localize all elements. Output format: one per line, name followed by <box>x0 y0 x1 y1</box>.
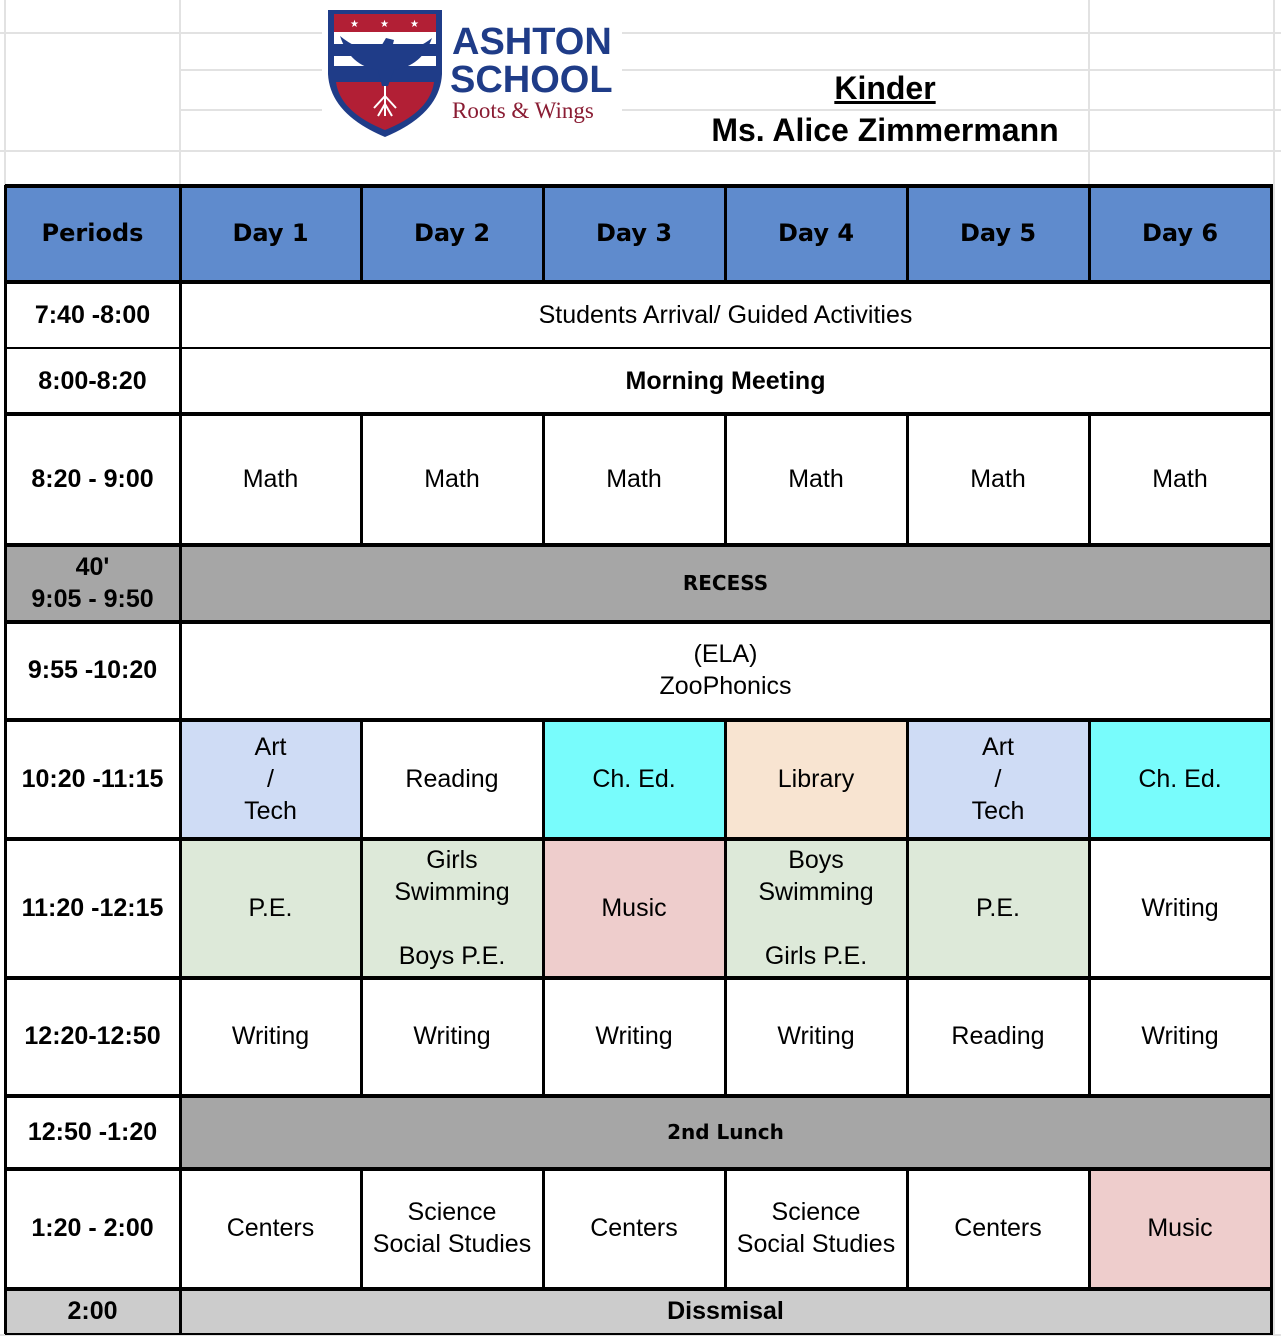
table-border <box>542 413 545 544</box>
schedule-cell-day-3-text: Ch. Ed. <box>592 764 676 793</box>
period-cell-text: 10:20 -11:15 <box>21 764 164 793</box>
logo-tagline: Roots & Wings <box>452 98 594 123</box>
table-border <box>1088 413 1091 544</box>
table-border <box>5 976 1273 980</box>
column-header-periods-text: Periods <box>41 219 144 247</box>
schedule-cell-day-6 <box>1089 1168 1271 1288</box>
period-cell <box>5 719 180 838</box>
table-border <box>1088 977 1091 1095</box>
table-border <box>724 413 727 544</box>
period-cell-text: 11:20 -12:15 <box>21 893 164 922</box>
span-cell-text: (ELA) ZooPhonics <box>659 640 792 700</box>
schedule-cell-day-5-text: Math <box>970 464 1026 493</box>
schedule-cell-day-6-text: Ch. Ed. <box>1138 764 1222 793</box>
table-border <box>360 1168 363 1288</box>
schedule-cell-day-4-text: Writing <box>777 1022 855 1050</box>
schedule-cell-day-6 <box>1089 719 1271 838</box>
schedule-cell-day-5 <box>907 719 1089 838</box>
schedule-cell-day-5 <box>907 838 1089 977</box>
schedule-cell-day-5 <box>907 413 1089 544</box>
schedule-cell-day-1 <box>180 838 361 977</box>
schedule-cell-day-3-text: Writing <box>595 1022 673 1050</box>
schedule-cell-day-2 <box>361 719 543 838</box>
period-cell <box>5 621 180 719</box>
school-logo <box>322 4 622 142</box>
schedule-cell-day-2-text: Girls Swimming Boys P.E. <box>394 845 510 970</box>
column-header-day-5 <box>907 185 1089 281</box>
schedule-cell-day-6 <box>1089 413 1271 544</box>
schedule-cell-day-2 <box>361 977 543 1095</box>
span-cell <box>180 544 1271 621</box>
table-border <box>542 1168 545 1288</box>
table-border <box>906 719 909 838</box>
svg-text:★: ★ <box>410 19 419 30</box>
period-cell-text: 8:00-8:20 <box>38 366 147 395</box>
column-header-day-2-text: Day 2 <box>413 219 491 247</box>
schedule-cell-day-1-text: Centers <box>226 1214 315 1242</box>
period-cell <box>5 281 180 348</box>
period-cell <box>5 838 180 977</box>
table-border <box>906 1168 909 1288</box>
schedule-cell-day-3-text: Math <box>606 464 662 493</box>
table-border <box>906 413 909 544</box>
column-header-periods <box>5 185 180 281</box>
column-header-day-6-text: Day 6 <box>1141 219 1219 247</box>
schedule-cell-day-4-text: Library <box>777 764 855 793</box>
table-border <box>1270 185 1273 1334</box>
table-border <box>724 1168 727 1288</box>
table-border <box>724 719 727 838</box>
column-header-day-6 <box>1089 185 1271 281</box>
period-cell <box>5 413 180 544</box>
table-border <box>1088 185 1091 281</box>
schedule-cell-day-1-text: P.E. <box>248 893 293 922</box>
period-cell-text: 12:20-12:50 <box>24 1022 161 1050</box>
period-cell-text: 7:40 -8:00 <box>34 300 151 329</box>
table-border <box>5 837 1273 841</box>
span-cell-text: Morning Meeting <box>625 366 826 395</box>
schedule-cell-day-6-text: Writing <box>1141 893 1219 922</box>
schedule-cell-day-2-text: Math <box>424 464 480 493</box>
table-border <box>724 977 727 1095</box>
schedule-cell-day-3 <box>543 977 725 1095</box>
table-border <box>360 185 363 281</box>
period-cell <box>5 1288 180 1334</box>
schedule-cell-day-5 <box>907 977 1089 1095</box>
table-border <box>5 1094 1273 1098</box>
period-cell-text: 1:20 - 2:00 <box>31 1214 154 1242</box>
period-cell <box>5 977 180 1095</box>
schedule-cell-day-1-text: Art / Tech <box>244 732 297 825</box>
column-header-day-1-text: Day 1 <box>232 219 309 247</box>
schedule-cell-day-5-text: Art / Tech <box>971 732 1025 825</box>
table-border <box>1088 719 1091 838</box>
column-header-day-4 <box>725 185 907 281</box>
shield-crest-icon <box>322 4 622 142</box>
table-border <box>4 185 7 1334</box>
table-border <box>1088 1168 1091 1288</box>
schedule-cell-day-4 <box>725 977 907 1095</box>
schedule-cell-day-4 <box>725 719 907 838</box>
schedule-cell-day-5-text: Reading <box>951 1022 1045 1050</box>
schedule-cell-day-3 <box>543 838 725 977</box>
table-border <box>360 977 363 1095</box>
column-header-day-3-text: Day 3 <box>595 219 673 247</box>
schedule-cell-day-1 <box>180 977 361 1095</box>
period-cell <box>5 1095 180 1168</box>
span-cell-text: 2nd Lunch <box>667 1119 784 1144</box>
table-border <box>360 719 363 838</box>
table-border <box>724 185 727 281</box>
table-border <box>360 838 363 977</box>
schedule-cell-day-1-text: Writing <box>231 1022 310 1050</box>
schedule-cell-day-6 <box>1089 977 1271 1095</box>
table-border <box>5 184 1273 188</box>
table-border <box>5 280 1273 284</box>
span-cell <box>180 348 1271 413</box>
table-border <box>5 1287 1273 1291</box>
table-border <box>179 185 182 1334</box>
logo-name: ASHTON <box>452 21 612 63</box>
svg-text:★: ★ <box>350 19 359 30</box>
schedule-cell-day-2 <box>361 838 543 977</box>
schedule-cell-day-3 <box>543 719 725 838</box>
schedule-cell-day-4-text: Math <box>788 464 844 493</box>
period-cell <box>5 1168 180 1288</box>
schedule-cell-day-3 <box>543 1168 725 1288</box>
svg-text:★: ★ <box>380 19 389 30</box>
schedule-cell-day-4 <box>725 1168 907 1288</box>
schedule-cell-day-3-text: Music <box>601 893 667 922</box>
class-name: Kinder <box>834 70 936 106</box>
column-header-day-1 <box>180 185 361 281</box>
schedule-cell-day-6 <box>1089 838 1271 977</box>
schedule-cell-day-1 <box>180 413 361 544</box>
table-border <box>5 718 1273 722</box>
schedule-cell-day-5 <box>907 1168 1089 1288</box>
table-border <box>724 838 727 977</box>
schedule-cell-day-5-text: P.E. <box>975 893 1021 922</box>
schedule-cell-day-2 <box>361 413 543 544</box>
schedule-cell-day-5-text: Centers <box>954 1214 1042 1242</box>
schedule-cell-day-6-text: Math <box>1152 464 1208 493</box>
schedule-cell-day-2 <box>361 1168 543 1288</box>
period-cell-text: 2:00 <box>67 1297 118 1325</box>
teacher-name: Ms. Alice Zimmermann <box>711 112 1059 148</box>
table-border <box>360 413 363 544</box>
span-cell <box>180 1095 1271 1168</box>
table-border <box>1088 838 1091 977</box>
period-cell-text: 12:50 -1:20 <box>27 1117 158 1146</box>
span-cell-text: RECESS <box>682 570 769 595</box>
schedule-cell-day-6-text: Writing <box>1141 1022 1219 1050</box>
table-border <box>542 719 545 838</box>
schedule-cell-day-4-text: Boys Swimming Girls P.E. <box>758 845 874 970</box>
column-header-day-3 <box>543 185 725 281</box>
span-cell <box>180 281 1271 348</box>
table-border <box>5 620 1273 624</box>
period-cell-text: 40' 9:05 - 9:50 <box>31 552 154 613</box>
schedule-cell-day-3-text: Centers <box>590 1214 678 1242</box>
table-border <box>542 185 545 281</box>
table-border <box>5 1167 1273 1171</box>
column-header-day-4-text: Day 4 <box>777 219 855 247</box>
table-border <box>5 1333 1273 1335</box>
table-border <box>906 185 909 281</box>
period-cell-text: 9:55 -10:20 <box>27 656 158 684</box>
period-cell <box>5 348 180 413</box>
schedule-cell-day-1 <box>180 719 361 838</box>
column-header-day-2 <box>361 185 543 281</box>
schedule-cell-day-1 <box>180 1168 361 1288</box>
column-header-day-5-text: Day 5 <box>959 219 1037 247</box>
schedule-cell-day-2-text: Science Social Studies <box>372 1198 532 1258</box>
period-cell <box>5 544 180 621</box>
schedule-cell-day-2-text: Writing <box>413 1022 491 1050</box>
table-border <box>906 977 909 1095</box>
span-cell-text: Students Arrival/ Guided Activities <box>538 300 913 329</box>
schedule-cell-day-3 <box>543 413 725 544</box>
table-border <box>5 543 1273 547</box>
table-border <box>5 347 1273 349</box>
table-border <box>5 412 1273 416</box>
schedule-cell-day-4-text: Science Social Studies <box>736 1198 896 1258</box>
schedule-cell-day-1-text: Math <box>242 464 299 493</box>
schedule-cell-day-4 <box>725 838 907 977</box>
table-border <box>542 838 545 977</box>
period-cell-text: 8:20 - 9:00 <box>31 464 154 493</box>
schedule-cell-day-4 <box>725 413 907 544</box>
table-border <box>906 838 909 977</box>
schedule-cell-day-2-text: Reading <box>405 764 499 793</box>
span-cell <box>180 1288 1271 1334</box>
span-cell-text: Dissmisal <box>667 1297 784 1325</box>
span-cell <box>180 621 1271 719</box>
schedule-cell-day-6-text: Music <box>1147 1214 1213 1242</box>
table-border <box>542 977 545 1095</box>
logo-name2: SCHOOL <box>450 59 613 101</box>
